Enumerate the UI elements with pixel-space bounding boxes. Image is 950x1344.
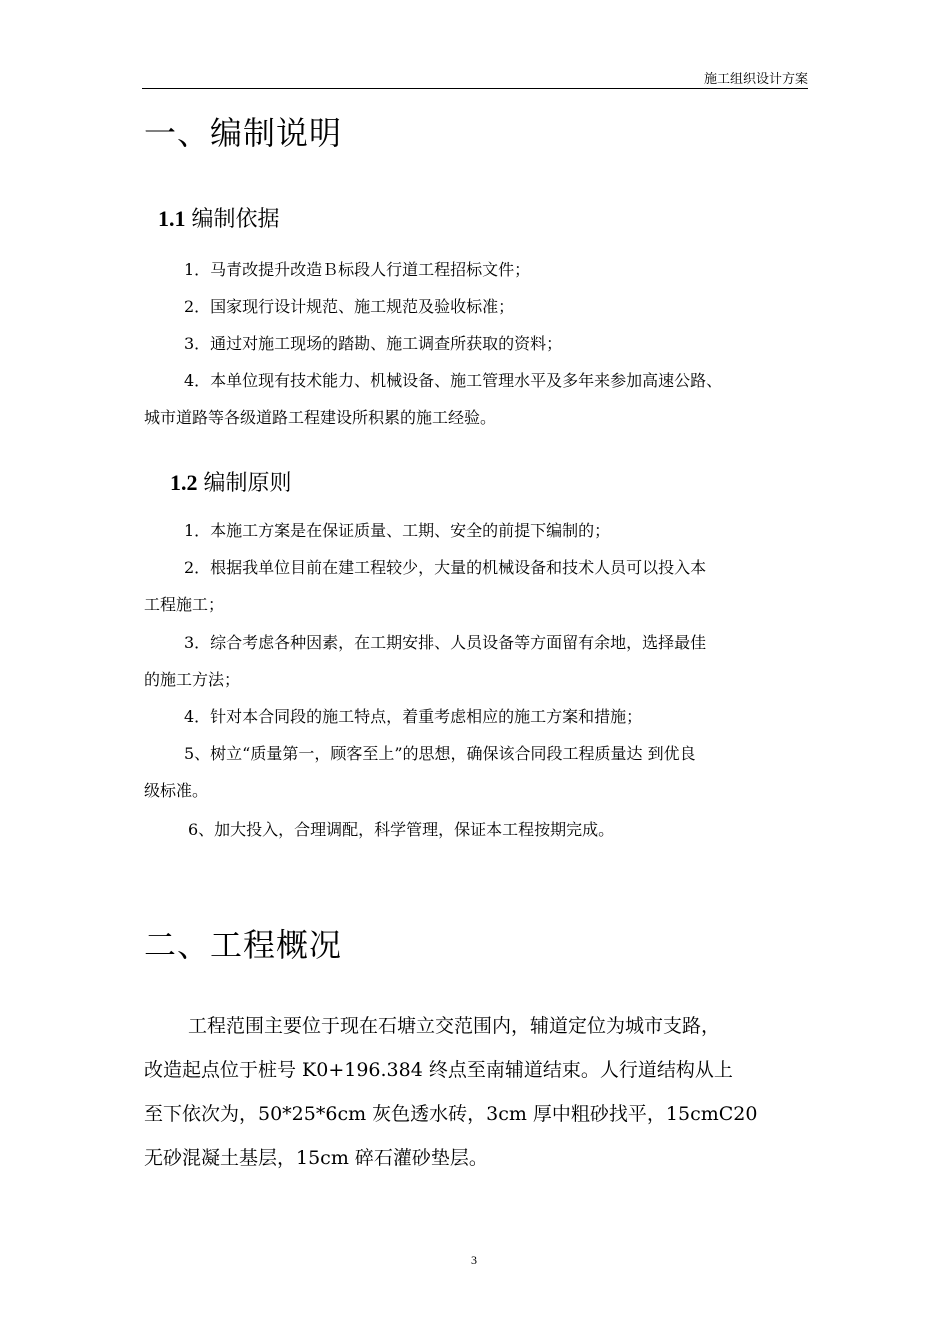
paragraph-line: 2．根据我单位目前在建工程较少，大量的机械设备和技术人员可以投入本	[184, 558, 707, 577]
subsection-1-1-title: 编制依据	[191, 207, 280, 232]
paragraph-line: 级标准。	[144, 781, 209, 800]
paragraph-line: 3．综合考虑各种因素，在工期安排、人员设备等方面留有余地，选择最佳	[184, 633, 707, 652]
paragraph-line: 4．本单位现有技术能力、机械设备、施工管理水平及多年来参加高速公路、	[184, 371, 723, 390]
paragraph-line: 城市道路等各级道路工程建设所积累的施工经验。	[144, 408, 497, 427]
subsection-1-1-heading	[158, 202, 280, 233]
paragraph-line: 2．国家现行设计规范、施工规范及验收标准；	[184, 297, 515, 316]
page-number: 3	[471, 1253, 477, 1267]
paragraph-line: 5、树立“质量第一，顾客至上”的思想，确保该合同段工程质量达 到优良	[184, 744, 696, 763]
paragraph-line: 工程范围主要位于现在石塘立交范围内，辅道定位为城市支路，	[188, 1015, 721, 1037]
section-1-title: 一、编制说明	[144, 114, 343, 152]
paragraph-line: 工程施工；	[144, 595, 225, 614]
paragraph-line: 无砂混凝土基层，15cm 碎石灌砂垫层。	[144, 1147, 488, 1169]
section-2-title: 二、工程概况	[144, 926, 343, 964]
header-rule	[142, 88, 808, 89]
paragraph-line: 至下依次为，50*25*6cm 灰色透水砖，3cm 厚中粗砂找平，15cmC20	[144, 1103, 758, 1125]
paragraph-line: 1．本施工方案是在保证质量、工期、安全的前提下编制的；	[184, 521, 611, 540]
paragraph-line: 的施工方法；	[144, 670, 241, 689]
paragraph-line: 4．针对本合同段的施工特点，着重考虑相应的施工方案和措施；	[184, 707, 643, 726]
paragraph-line: 1．马青改提升改造Ｂ标段人行道工程招标文件；	[184, 260, 531, 279]
subsection-1-2-heading	[170, 466, 292, 497]
paragraph-line: 6、加大投入，合理调配，科学管理，保证本工程按期完成。	[188, 820, 615, 839]
paragraph-line: 改造起点位于桩号 K0+196.384 终点至南辅道结束。人行道结构从上	[144, 1059, 733, 1081]
paragraph-line: 3．通过对施工现场的踏勘、施工调查所获取的资料；	[184, 334, 563, 353]
subsection-1-2-title: 编制原则	[203, 471, 292, 496]
subsection-1-2-number: 1.2	[170, 470, 198, 495]
subsection-1-1-number: 1.1	[158, 206, 186, 231]
running-header: 施工组织设计方案	[703, 72, 808, 87]
